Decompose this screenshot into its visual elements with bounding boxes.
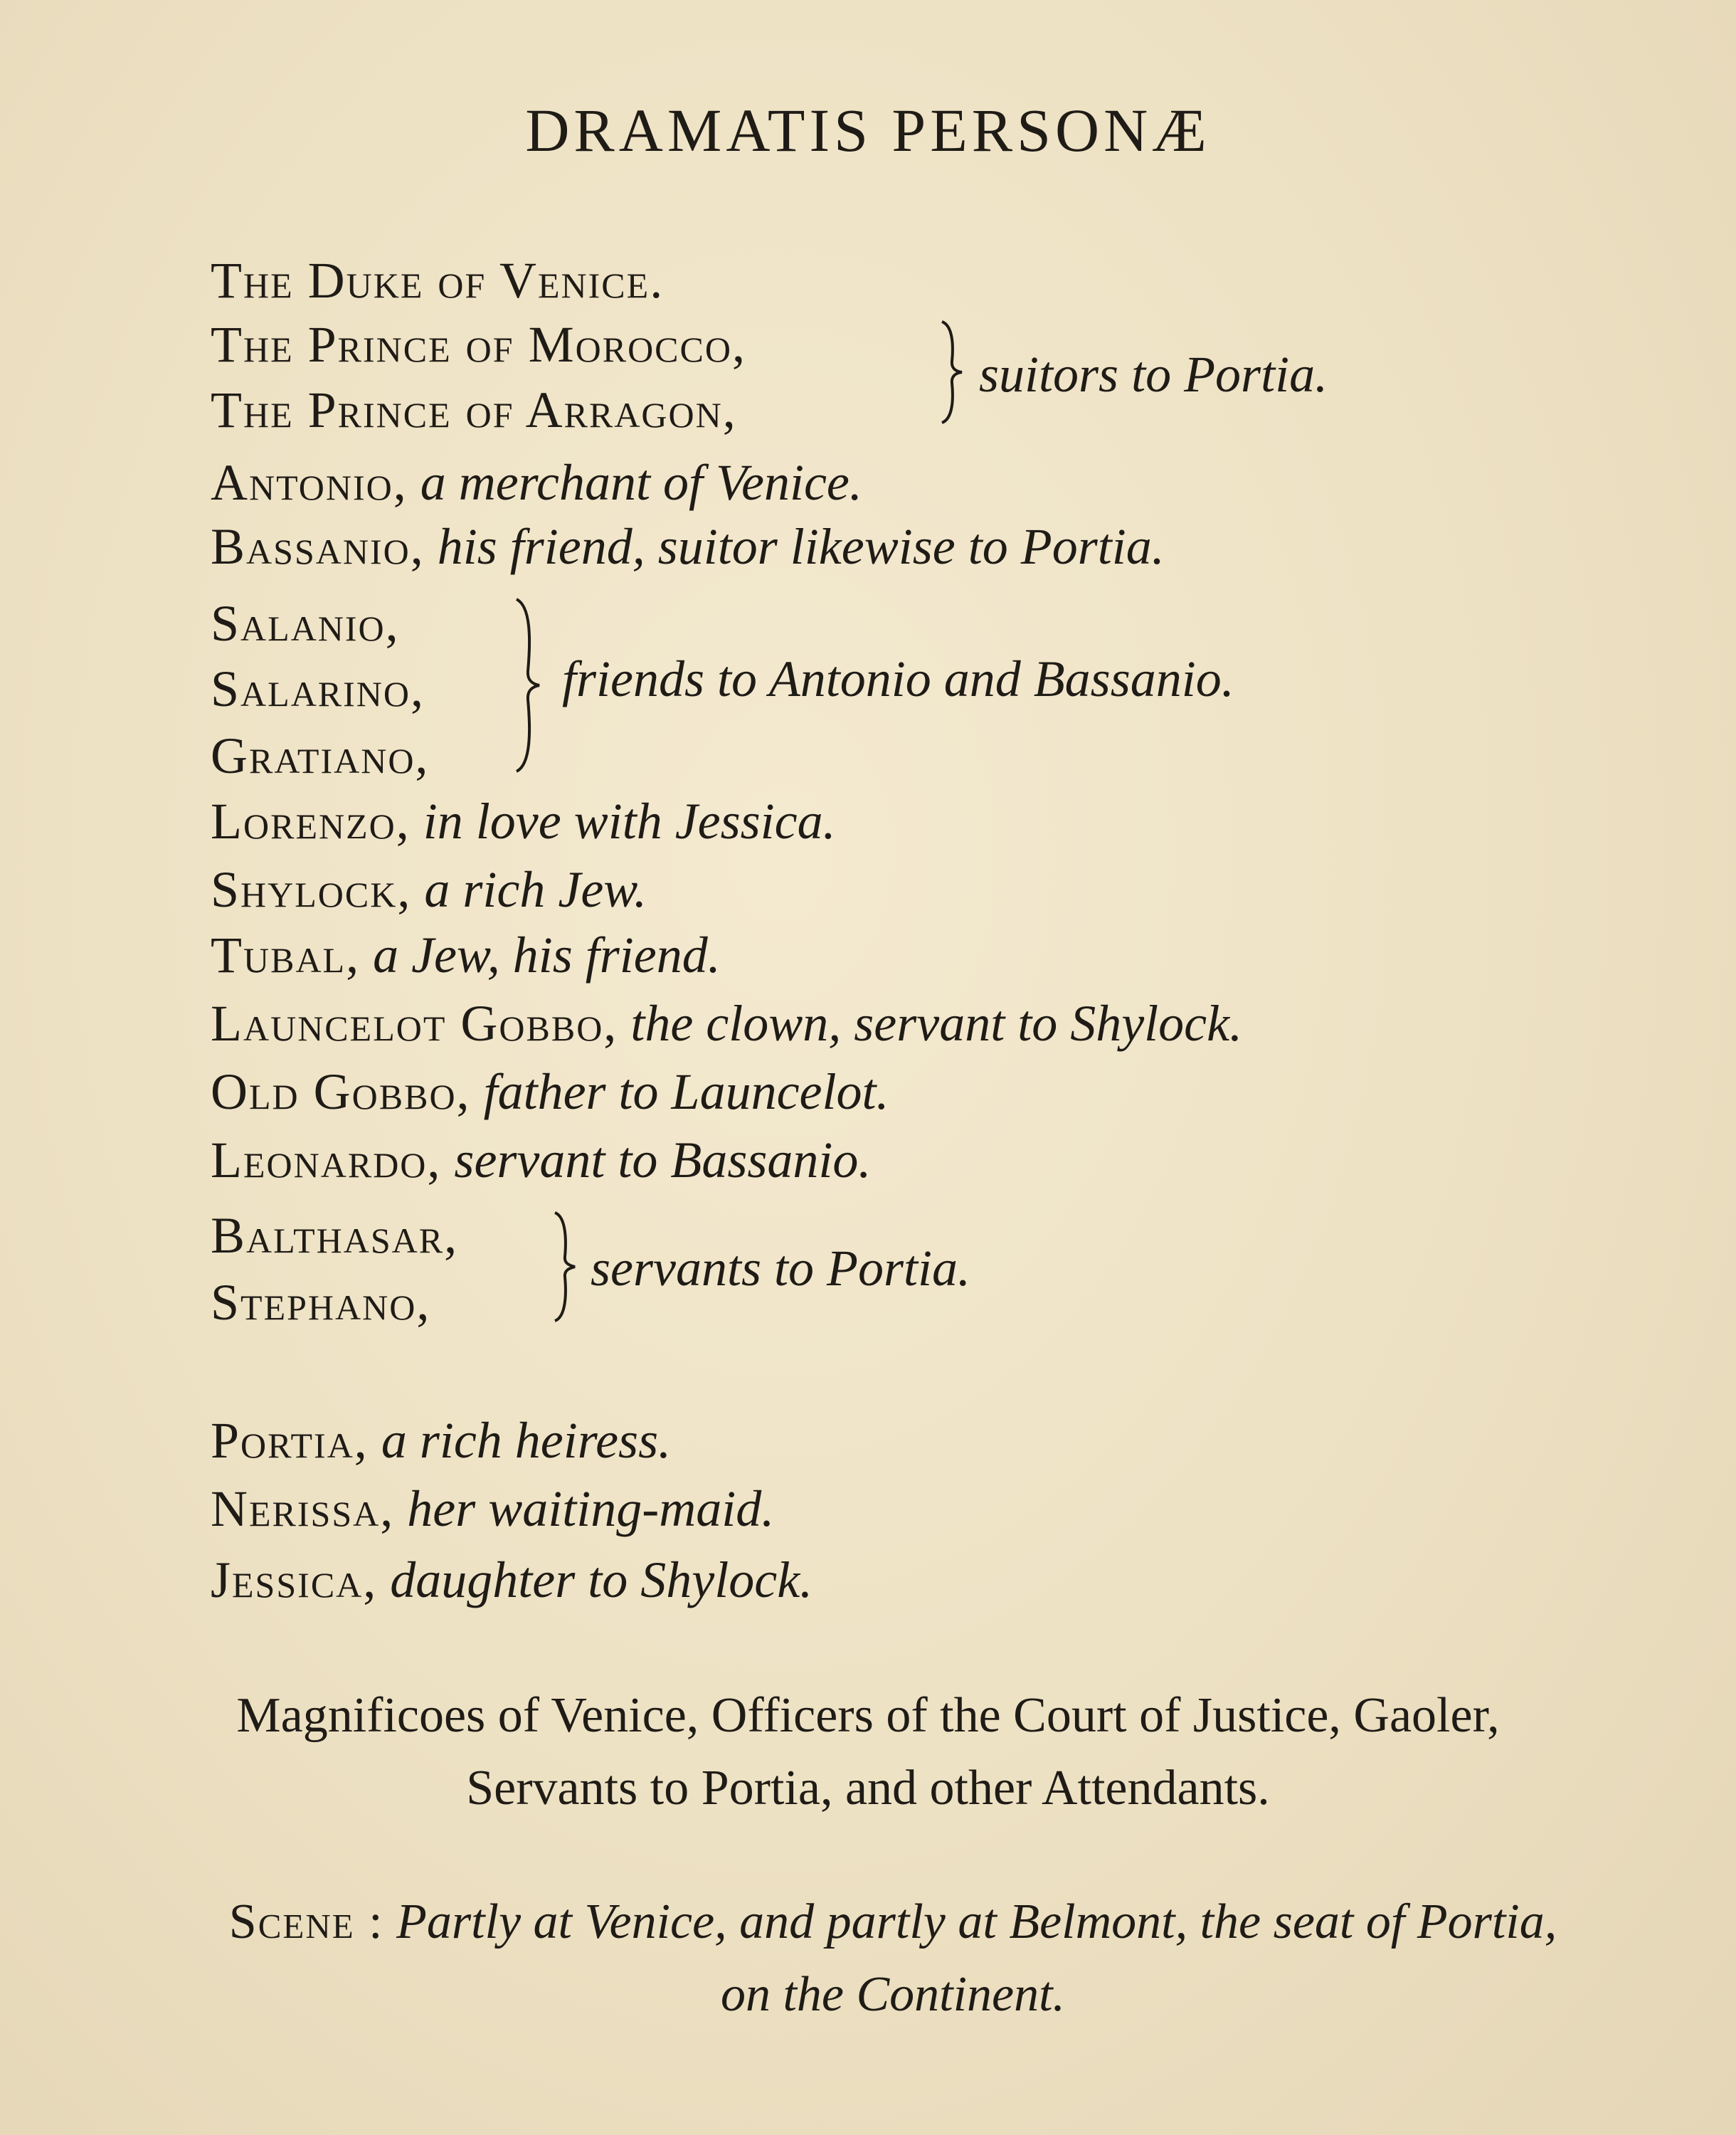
person-stephano: [211, 1274, 431, 1331]
person-desc: a rich Jew.: [424, 861, 647, 918]
person-name: Lorenzo,: [211, 793, 411, 850]
group-friends-desc: friends to Antonio and Bassanio.: [562, 650, 1234, 707]
person-name: Salanio,: [211, 595, 400, 652]
person-name: Old Gobbo,: [211, 1063, 471, 1120]
person-old-gobbo: [211, 1063, 889, 1120]
person-name: The Prince of Arragon,: [211, 381, 737, 438]
person-name: Antonio,: [211, 454, 408, 511]
person-duke: [211, 252, 665, 309]
person-desc: servant to Bassanio.: [454, 1132, 872, 1188]
person-name: Tubal,: [211, 927, 361, 984]
person-name: Balthasar,: [211, 1207, 459, 1264]
person-morocco: [211, 316, 746, 373]
person-name: Salarino,: [211, 660, 425, 717]
scene-text-1: Partly at Venice, and partly at Belmont, the seat of Portia,: [396, 1894, 1557, 1949]
person-desc: her waiting-maid.: [407, 1480, 775, 1537]
person-salanio: [211, 595, 400, 652]
person-name: Jessica,: [211, 1551, 378, 1608]
person-desc: the clown, servant to Shylock.: [630, 995, 1243, 1052]
person-name: Bassanio,: [211, 518, 425, 575]
attendants-line-1: Magnificoes of Venice, Officers of the Court of Justice, Gaoler,: [236, 1688, 1500, 1743]
person-nerissa: [211, 1480, 775, 1537]
attendants-note: [0, 1680, 1736, 1824]
person-tubal: [211, 927, 721, 984]
person-name: Portia,: [211, 1412, 369, 1469]
person-jessica: [211, 1551, 813, 1608]
person-balthasar: [211, 1207, 459, 1264]
person-antonio: [211, 454, 862, 511]
person-desc: a Jew, his friend.: [373, 927, 721, 984]
scene-text-2: on the Continent.: [720, 1966, 1066, 2022]
person-name: Gratiano,: [211, 727, 430, 784]
person-name: Shylock,: [211, 861, 412, 918]
person-desc: his friend, suitor likewise to Portia.: [437, 518, 1165, 575]
attendants-line-2: Servants to Portia, and other Attendants.: [466, 1760, 1270, 1815]
scene-note: [64, 1886, 1722, 2030]
person-leonardo: [211, 1134, 871, 1186]
scene-label: Scene :: [228, 1894, 384, 1949]
group-suitors-desc: suitors to Portia.: [979, 346, 1328, 403]
person-name: The Duke of Venice.: [211, 252, 665, 309]
person-desc: daughter to Shylock.: [390, 1551, 813, 1608]
brace-suitors-icon: [938, 319, 966, 426]
person-desc: in love with Jessica.: [423, 793, 836, 850]
person-arragon: [211, 381, 737, 438]
person-portia: [211, 1412, 672, 1469]
person-desc: a merchant of Venice.: [420, 454, 862, 511]
person-name: Launcelot Gobbo,: [211, 995, 618, 1052]
group-servants-desc: servants to Portia.: [591, 1240, 970, 1297]
person-name: Leonardo,: [211, 1132, 442, 1188]
person-bassanio: [211, 518, 1165, 575]
scene-line-1: [64, 1886, 1722, 1959]
brace-friends-icon: [512, 596, 544, 774]
person-desc: a rich heiress.: [381, 1412, 672, 1469]
person-shylock: [211, 861, 647, 918]
person-desc: father to Launcelot.: [483, 1063, 889, 1120]
person-salarino: [211, 660, 425, 717]
person-name: The Prince of Morocco,: [211, 316, 746, 373]
person-launcelot: [211, 995, 1243, 1052]
page-title: DRAMATIS PERSONÆ: [525, 96, 1211, 164]
brace-servants-icon: [551, 1210, 579, 1324]
person-name: Nerissa,: [211, 1480, 395, 1537]
person-lorenzo: [211, 793, 836, 850]
person-gratiano: [211, 727, 430, 784]
person-name: Stephano,: [211, 1274, 431, 1331]
